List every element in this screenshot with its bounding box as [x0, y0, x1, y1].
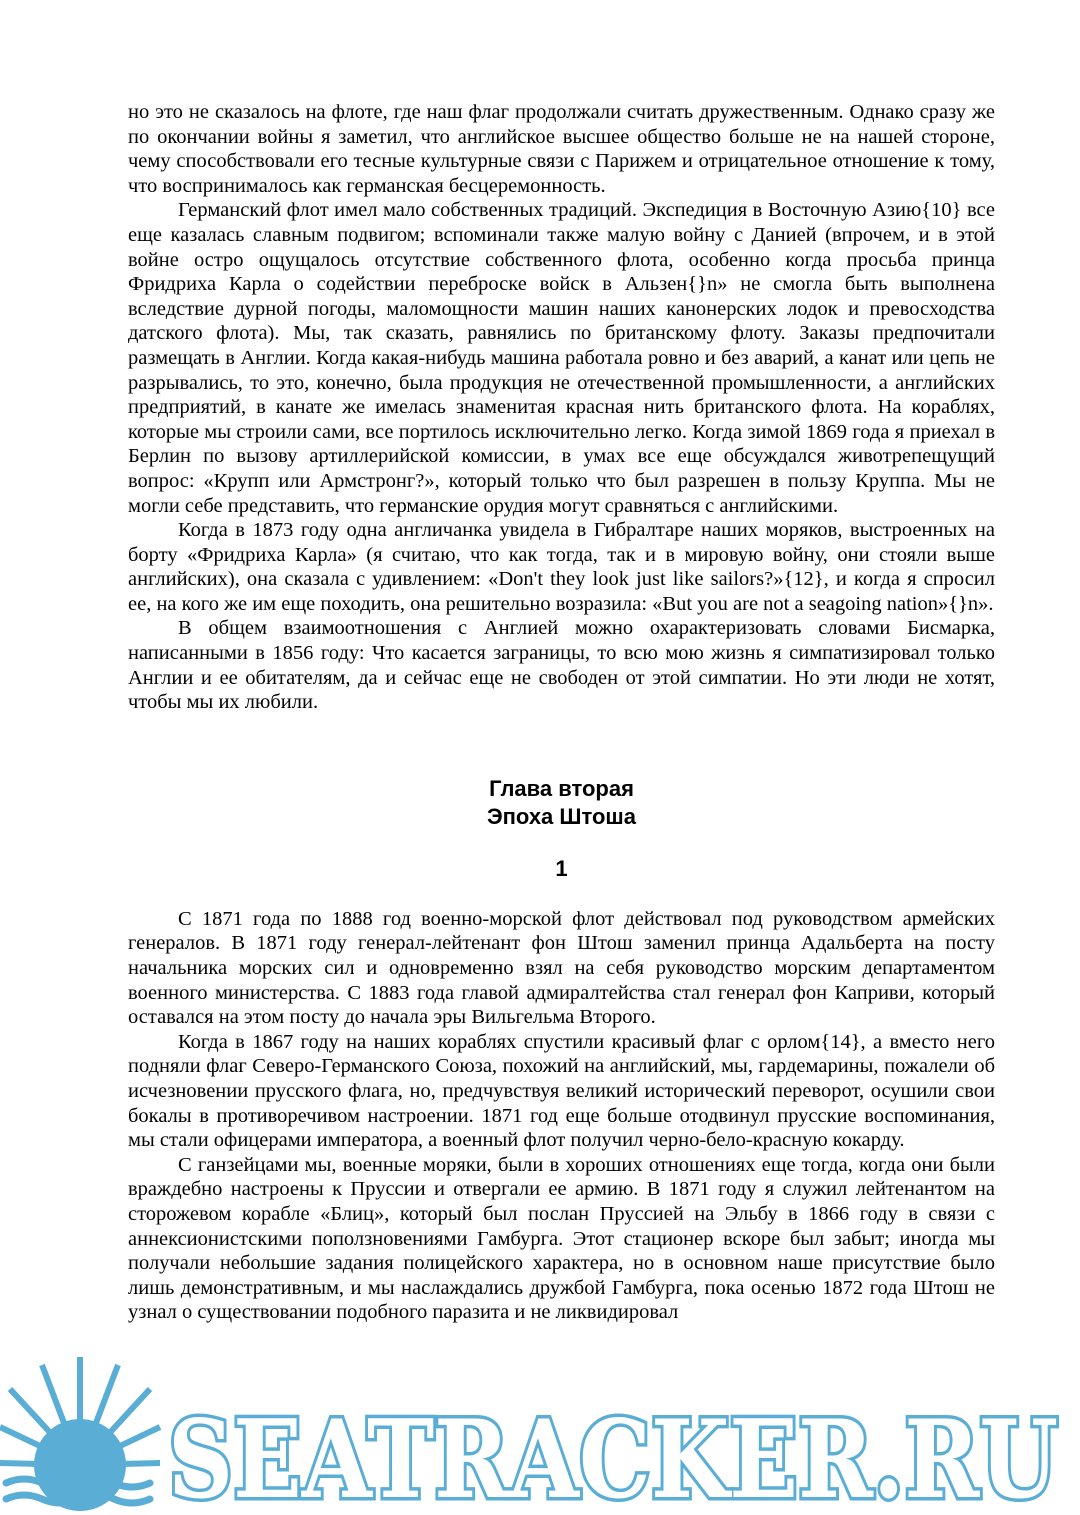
paragraph: С ганзейцами мы, военные моряки, были в хороших отношениях еще тогда, когда они были враждебно настроены к Пруссии и отвергали ее армию. В 1871 году я служил лейтенантом на сторожевом корабле «Блиц», который был послан Пруссией на Эльбу в 1866 году в связи с аннексионистскими поползновениями Гамбурга. Этот стационер вскоре был забыт; иногда мы получали небольшие задания полицейского характера, но в основном наше присутствие было лишь демонстративным, и мы наслаждались дружбой Гамбурга, пока осенью 1872 года Штош не узнал о существовании подобного паразита и не ликвидировал	[128, 1153, 995, 1324]
paragraph: но это не сказалось на флоте, где наш флаг продолжали считать дружественным. Однако сразу же по окончании войны я заметил, что английское высшее общество больше не на нашей стороне, чему способствовали его тесные культурные связи с Парижем и отрицательное отношение к тому, что воспринималось как германская бесцеремонность.	[128, 101, 995, 197]
paragraph: В общем взаимоотношения с Англией можно охарактеризовать словами Бисмарка, написанными в 1856 году: Что касается заграницы, то всю мою жизнь я симпатизировал только Англии и ее обитателям, да и сейчас еще не свободен от этой симпатии. Но эти люди не хотят, чтобы мы их любили.	[128, 617, 995, 714]
document-page	[128, 100, 995, 1325]
chapter-title: Глава вторая	[489, 775, 634, 801]
watermark-svg	[0, 1355, 1080, 1515]
paragraph: С 1871 года по 1888 год военно-морской флот действовал под руководством армейских генералов. В 1871 году генерал-лейтенант фон Штош заменил принца Адальберта на посту начальника морских сил и одновременно взял на себя руководство морским департаментом военного министерства. С 1883 года главой адмиралтейства стал генерал фон Каприви, который оставался на этом посту до начала эры Вильгельма Второго.	[128, 907, 995, 1029]
watermark-text: SEATRACKER.RU	[168, 1397, 1058, 1515]
sun-icon	[0, 1357, 160, 1511]
chapter-subtitle: Эпоха Штоша	[486, 803, 636, 829]
chapter-heading	[128, 775, 995, 831]
watermark	[0, 1355, 1080, 1515]
paragraph: Когда в 1867 году на наших кораблях спустили красивый флаг с орлом{14}, а вместо него подняли флаг Северо-Германского Союза, похожий на английский, мы, гардемарины, пожалели об исчезновении прусского флага, но, предчувствуя великий исторический переворот, осушили свои бокалы в противоречивом настроении. 1871 год еще больше отодвинул прусские воспоминания, мы стали офицерами императора, а военный флот получил черно-бело-красную кокарду.	[128, 1030, 995, 1152]
paragraph: Когда в 1873 году одна англичанка увидела в Гибралтаре наших моряков, выстроенных на борту «Фридриха Карла» (я считаю, что как тогда, так и в мировую войну, они стояли выше английских), она сказала с удивлением: «Don't they look just like sailors?»{12}, и когда я спросил ее, на кого же им еще походить, она решительно возразила: «But you are not a seagoing nation»{}n».	[128, 519, 995, 615]
paragraph: Германский флот имел мало собственных традиций. Экспедиция в Восточную Азию{10} все еще казалась славным подвигом; вспоминали также малую войну с Данией (впрочем, и в этой войне остро ощущалось отсутствие собственного флота, особенно когда просьба принца Фридриха Карла о содействии переброске войск в Альзен{}n» не смогла быть выполнена вследствие дурной погоды, маломощности машин наших канонерских лодок и превосходства датского флота). Мы, так сказать, равнялись по британскому флоту. Заказы предпочитали размещать в Англии. Когда какая-нибудь машина работала ровно и без аварий, а канат или цепь не разрывались, то это, конечно, была продукция не отечественной промышленности, а английских предприятий, в канате же имелась знаменитая красная нить британского флота. На кораблях, которые мы строили сами, все портилось исключительно легко. Когда зимой 1869 года я приехал в Берлин по вызову артиллерийской комиссии, в умах все еще обсуждался животрепещущий вопрос: «Крупп или Армстронг?», который только что был разрешен в пользу Круппа. Мы не могли себе представить, что германские орудия могут сравняться с английскими.	[128, 199, 995, 517]
section-number: 1	[555, 855, 568, 881]
